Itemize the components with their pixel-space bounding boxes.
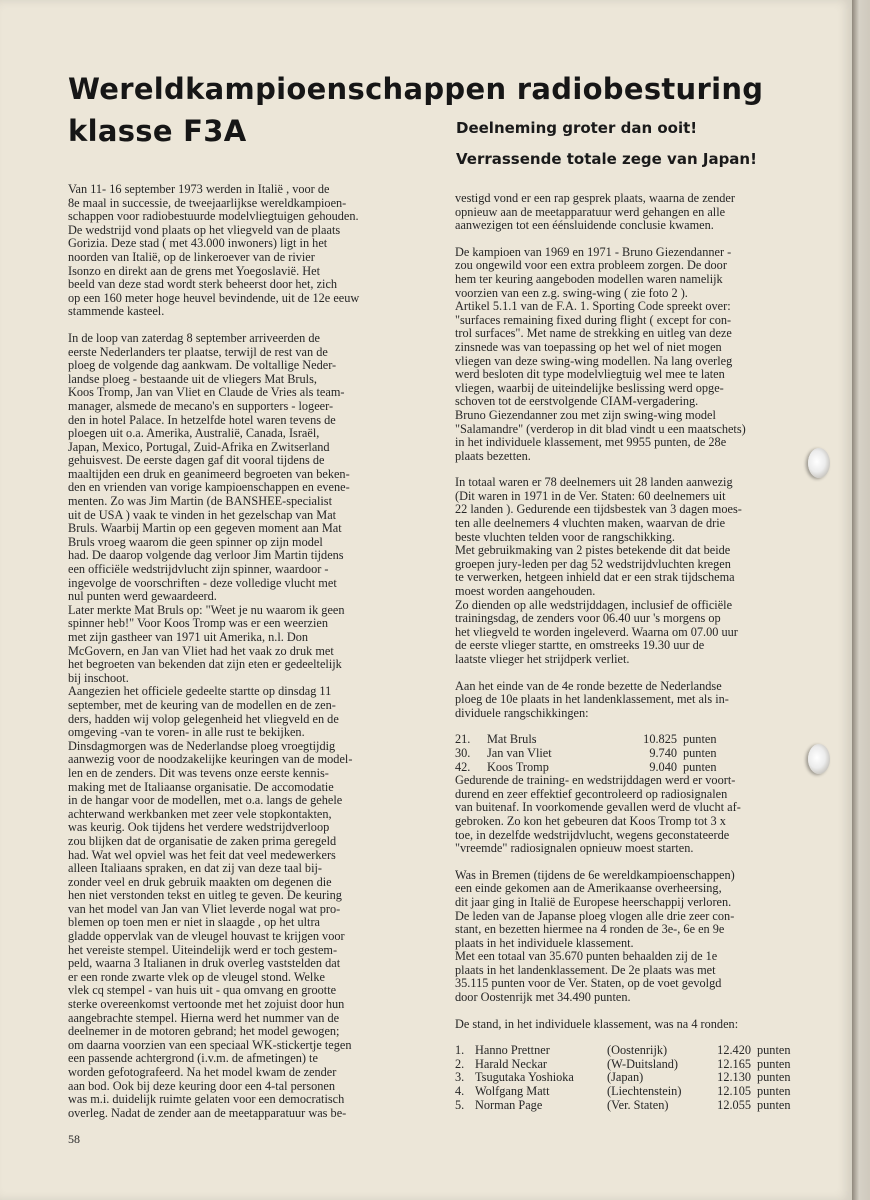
paragraph: Aangezien het officiele gedeelte startte op dinsdag 11 september, met de keuring van de modellen en de zen- ders, hadden wij volop gelegenheid het vliegveld en de omgeving -van te voren- in alle rust te bekijken. bbox=[68, 684, 339, 740]
rank-cell: 2. bbox=[455, 1056, 465, 1071]
rank-cell: 30. bbox=[455, 745, 471, 760]
individual-ranking-table bbox=[455, 1044, 790, 1112]
paragraph: Gedurende de training- en wedstrijddagen werd er voort- durend en zeer effektief gecontroleerd op radiosignalen van buitenaf. In voorkomende gevallen werd de vlucht af- gebroken. Zo kon het gebeuren dat Koos Tromp tot 3 x toe, in dezelfde wedstrijdvlucht, wegens geconstateerde "vreemde" radiosignalen opnieuw moest starten. bbox=[455, 773, 741, 856]
table-row bbox=[455, 1071, 790, 1085]
unit-cell: punten bbox=[757, 1043, 791, 1058]
rank-cell: 5. bbox=[455, 1097, 465, 1112]
rank-cell: 1. bbox=[455, 1043, 465, 1058]
unit-cell: punten bbox=[757, 1084, 791, 1099]
left-text-column bbox=[68, 183, 420, 1120]
name-cell: Tsugutaka Yoshioka bbox=[475, 1070, 574, 1085]
name-cell: Harald Neckar bbox=[475, 1056, 548, 1071]
article-subtitle-participation: Deelneming groter dan ooit! bbox=[456, 119, 698, 137]
points-cell: 12.105 bbox=[717, 1084, 751, 1099]
article-title: Wereldkampioenschappen radiobesturing klasse F3A bbox=[68, 72, 764, 148]
paragraph: Dinsdagmorgen was de Nederlandse ploeg vroegtijdig aanwezig voor de noodzakelijke keuringen van de model- len en de zenders. Dit was tevens onze eerste kennis- making met de Italiaanse organisatie. De accomodatie in de hangar voor de modellen, met o.a. langs de gehele achterwand werkbanken met zeer vele stopkontakten, was keurig. Ook tijdens het verdere wedstrijdverloop zou blijken dat de organisatie de zaken prima geregeld had. Wat wel opviel was het feit dat veel medewerkers alleen Italiaans spraken, en dat zij van deze taal bij- zonder veel en druk gebruik maakten om degenen die hen niet verstonden tekst en uitleg te geven. De keuring van het model van Jan van Vliet leverde nogal wat pro- blemen op toen men er niet in slaagde , op het ultra gladde oppervlak van de vleugel houvast te krijgen voor het vereiste stempel. Uiteindelijk werd er toch gestem- peld, waarna 3 Italianen in druk overleg vaststelden dat er een ronde zwarte vlek op de vleugel stond. Welke vlek cq stempel - van huis uit - qua omvang en grootte sterke overeenkomst vertoonde met het zojuist door hun aangebrachte stempel. Hierna werd het nummer van de deelnemer in de motoren gebrand; het model gewogen; om daarna voorzien van een speciaal WK-stickertje tegen een passende achtergrond (i.v.m. de afmetingen) te worden gefotografeerd. Na het model kwam de zender aan bod. Ook bij deze keuring door een 4-tal personen was m.i. duidelijk ruimte gelaten voor een democratisch overleg. Nadat de zender aan de meetapparatuur was be- bbox=[68, 738, 353, 1120]
rank-cell: 4. bbox=[455, 1084, 465, 1099]
rank-cell: 3. bbox=[455, 1070, 465, 1085]
points-cell: 12.130 bbox=[717, 1070, 751, 1085]
country-cell: (Liechtenstein) bbox=[607, 1084, 682, 1099]
name-cell: Koos Tromp bbox=[487, 759, 549, 774]
name-cell: Jan van Vliet bbox=[487, 745, 552, 760]
points-cell: 9.740 bbox=[649, 745, 677, 760]
paragraph: De kampioen van 1969 en 1971 - Bruno Giezendanner - zou ongewild voor een extra probleem zorgen. De door hem ter keuring aangeboden modellen waren namelijk voorzien van een z.g. swing-wing ( zie foto 2 ). Artikel 5.1.1 van de F.A. 1. Sporting Code spreekt over: "surfaces remaining fixed during flight ( except for con- trol surfaces". Met name de strekking en uitleg van deze zinsnede was van toepassing op het wel of niet mogen vliegen van deze swing-wing modellen. Na lang overleg werd besloten dit type modelvliegtuig wel mee te laten vliegen, waarbij de uiteindelijke beslissing werd opge- schoven tot de eerstvolgende CIAM-vergadering. Bruno Giezendanner zou met zijn swing-wing model "Salamandre" (verderop in dit blad vindt u een maatschets) in het individuele klassement, met 9955 punten, de 28e plaats bezetten. bbox=[455, 244, 746, 463]
points-cell: 9.040 bbox=[649, 759, 677, 774]
punch-hole bbox=[808, 448, 830, 478]
paragraph: In de loop van zaterdag 8 september arriveerden de eerste Nederlanders ter plaatse, terwijl de rest van de ploeg de volgende dag aankwam. De voltallige Neder- landse ploeg - bestaande uit de vliegers Mat Bruls, Koos Tromp, Jan van Vliet en Claude de Vries als team- manager, alsmede de mecano's en supporters - logeer- den in hotel Palace. In hetzelfde hotel waren tevens de ploegen uit o.a. Amerika, Australië, Canada, Israël, Japan, Mexico, Portugal, Zuid-Afrika en Zwitserland gehuisvest. De eerste dagen gaf dit vooral tijdens de maaltijden een druk en geanimeerd begroeten van beken- den en vrienden van vorige kampioenschappen en evene- menten. Zo was Jim Martin (de BANSHEE-specialist uit de USA ) vaak te vinden in het gezelschap van Mat Bruls. Waarbij Martin op een gegeven moment aan Mat Bruls vroeg waarom die geen spinner op zijn model had. De daarop volgende dag verloor Jim Martin tijdens een officiële wedstrijdvlucht zijn spinner, waardoor - ingevolge de voorschriften - deze volledige vlucht met nul punten werd gewaardeerd. bbox=[68, 330, 350, 604]
table-row bbox=[455, 1099, 790, 1113]
unit-cell: punten bbox=[683, 745, 717, 760]
table-row bbox=[455, 761, 716, 775]
country-cell: (Oostenrijk) bbox=[607, 1043, 668, 1058]
table-row bbox=[455, 1058, 790, 1072]
table-row bbox=[455, 733, 716, 747]
unit-cell: punten bbox=[757, 1056, 791, 1071]
paragraph: De stand, in het individuele klassement, was na 4 ronden: bbox=[455, 1016, 739, 1031]
points-cell: 12.165 bbox=[717, 1056, 751, 1071]
paragraph: In totaal waren er 78 deelnemers uit 28 landen aanwezig (Dit waren in 1971 in de Ver. Staten: 60 deelnemers uit 22 landen ). Gedurende een tijdsbestek van 3 dagen moes- ten alle deelnemers 4 vluchten maken, waarvan de drie beste vluchten telden voor de rangschikking. Met gebruikmaking van 2 pistes betekende dit dat beide groepen jury-leden per dag 52 wedstrijdvluchten kregen te verwerken, hetgeen inhield dat er een strak tijdschema moest worden aangehouden. Zo dienden op alle wedstrijddagen, inclusief de officiële trainingsdag, de zenders voor 06.40 uur 's morgens op het vliegveld te worden ingeleverd. Waarna om 07.00 uur de eerste vlieger startte, en omstreeks 19.30 uur de laatste vlieger het strijdperk verliet. bbox=[455, 475, 742, 666]
points-cell: 10.825 bbox=[643, 732, 677, 747]
name-cell: Mat Bruls bbox=[487, 732, 537, 747]
unit-cell: punten bbox=[757, 1070, 791, 1085]
paragraph: Aan het einde van de 4e ronde bezette de Nederlandse ploeg de 10e plaats in het landenklassement, met als in- dividuele rangschikkingen: bbox=[455, 678, 729, 720]
paragraph: Van 11- 16 september 1973 werden in Italië , voor de 8e maal in successie, de tweejaarlijkse wereldkampioen- schappen voor radiobestuurde modelvliegtuigen gehouden. De wedstrijd vond plaats op het vliegveld van de plaats Gorizia. Deze stad ( met 43.000 inwoners) ligt in het noorden van Italië, op de linkeroever van de rivier Isonzo en direkt aan de grens met Yoegoslavië. Het beeld van deze stad wordt sterk beheerst door het, zich op een 160 meter hoge heuvel bevindende, uit de 12e eeuw stammende kasteel. bbox=[68, 182, 360, 319]
punch-hole bbox=[808, 744, 830, 774]
points-cell: 12.055 bbox=[717, 1097, 751, 1112]
name-cell: Hanno Prettner bbox=[475, 1043, 550, 1058]
points-cell: 12.420 bbox=[717, 1043, 751, 1058]
paragraph: Was in Bremen (tijdens de 6e wereldkampioenschappen) een einde gekomen aan de Amerikaanse overheersing, dit jaar ging in Italië de Europese heerschappij verloren. De leden van de Japanse ploeg vlogen alle drie zeer con- stant, en bezetten hiermee na 4 ronden de 3e-, 6e en 9e plaats in het individuele klassement. Met een totaal van 35.670 punten behaalden zij de 1e plaats in het landenklassement. De 2e plaats was met 35.115 punten voor de Ver. Staten, op de voet gevolgd door Oostenrijk met 34.490 punten. bbox=[455, 867, 735, 1005]
name-cell: Wolfgang Matt bbox=[475, 1084, 550, 1099]
country-cell: (W-Duitsland) bbox=[607, 1056, 679, 1071]
unit-cell: punten bbox=[683, 759, 717, 774]
paragraph: Later merkte Mat Bruls op: "Weet je nu waarom ik geen spinner heb!" Voor Koos Tromp was er een weerzien met zijn gastheer van 1971 uit Amerika, n.l. Don McGovern, en Jan van Vliet had het vaak zo druk met het begroeten van bekenden dat zijn eten er gedeeltelijk bij inschoot. bbox=[68, 602, 345, 685]
rank-cell: 42. bbox=[455, 759, 471, 774]
table-row bbox=[455, 1044, 790, 1058]
page-edge bbox=[852, 0, 870, 1200]
rank-cell: 21. bbox=[455, 732, 471, 747]
country-cell: (Ver. Staten) bbox=[607, 1097, 669, 1112]
dutch-ranking-table bbox=[455, 733, 716, 774]
name-cell: Norman Page bbox=[475, 1097, 543, 1112]
article-subtitle-japan: Verrassende totale zege van Japan! bbox=[456, 150, 757, 168]
unit-cell: punten bbox=[757, 1097, 791, 1112]
table-row bbox=[455, 747, 716, 761]
right-text-column bbox=[455, 192, 800, 1112]
table-row bbox=[455, 1085, 790, 1099]
page-number: 58 bbox=[68, 1132, 80, 1146]
country-cell: (Japan) bbox=[607, 1070, 644, 1085]
unit-cell: punten bbox=[683, 732, 717, 747]
paragraph: vestigd vond er een rap gesprek plaats, waarna de zender opnieuw aan de meetapparatuur werd gehangen en alle aanwezigen tot een éénsluidende conclusie kwamen. bbox=[455, 191, 735, 233]
